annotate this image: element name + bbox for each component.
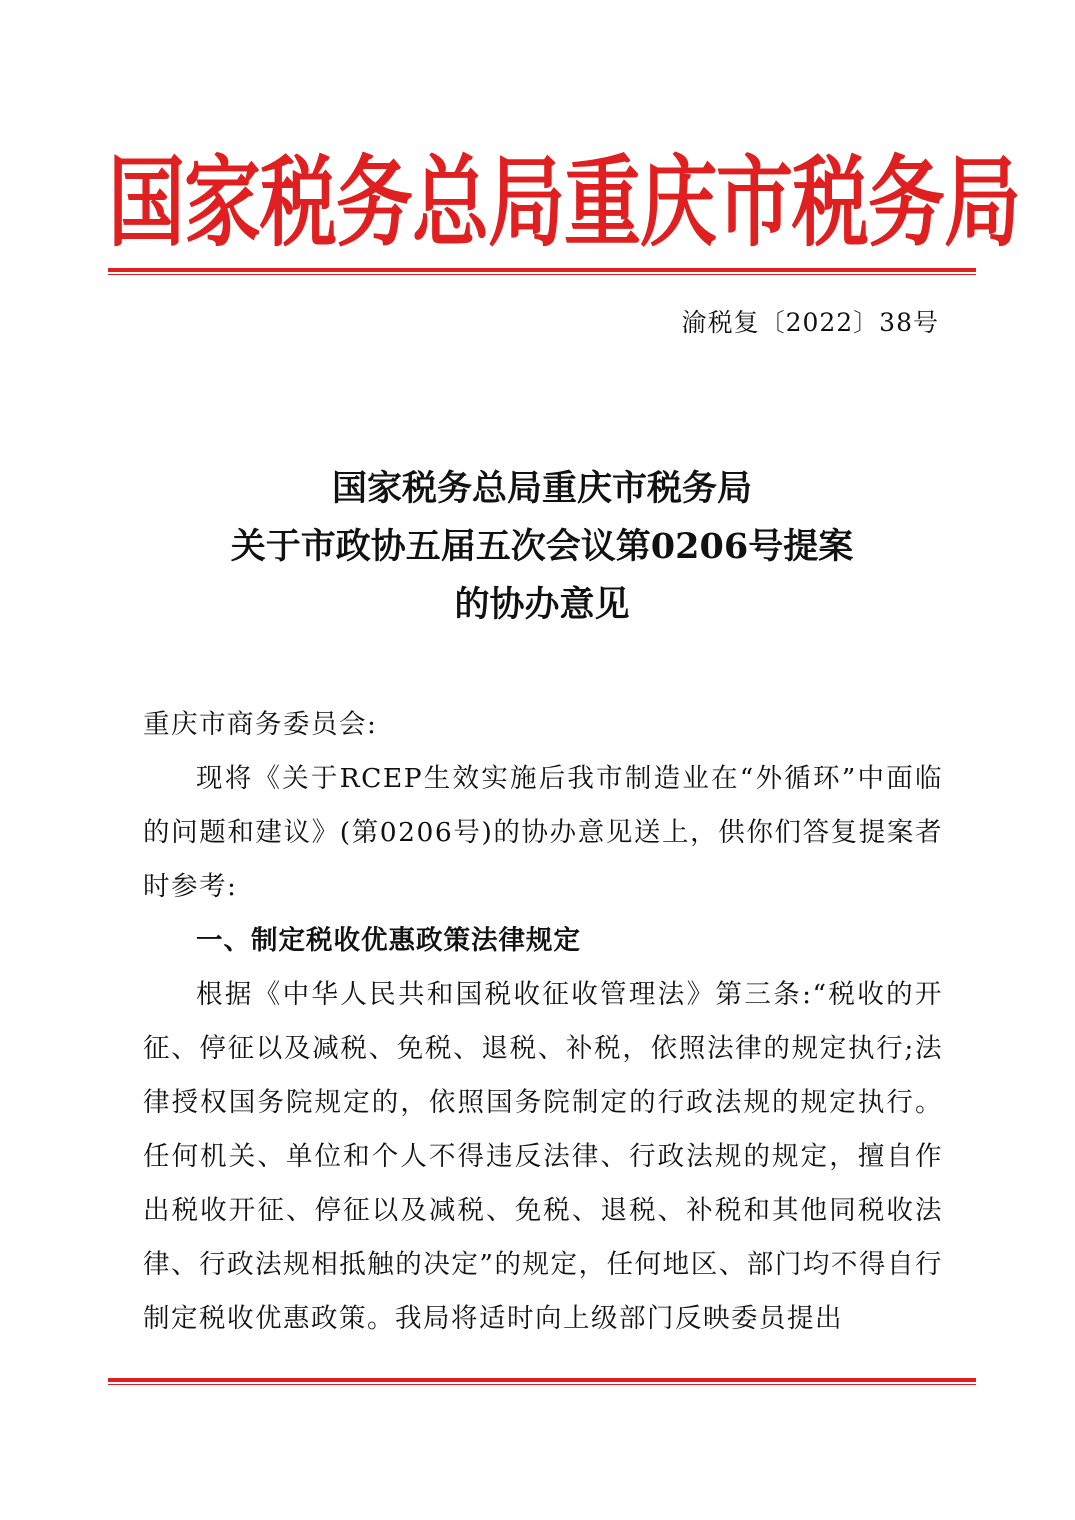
section-1-paragraph: 根据《中华人民共和国税收征收管理法》第三条:“税收的开征、停征以及减税、免税、退税、补税，依照法律的规定执行;法律授权国务院规定的，依照国务院制定的行政法规的规定执行。任何机关、单位和个人不得违反法律、行政法规的规定，擅自作出税收开征、停征以及减税、免税、退税、补税和其他同税收法律、行政法规相抵触的决定”的规定，任何地区、部门均不得自行制定税收优惠政策。我局将适时向上级部门反映委员提出 [143,979,943,1334]
document-title [108,460,976,634]
document-body [143,698,943,1346]
title-line-2: 关于市政协五届五次会议第0206号提案 [230,526,854,567]
salutation: 重庆市商务委员会: [143,709,378,740]
title-line-1: 国家税务总局重庆市税务局 [331,468,752,509]
footer-red-rule [108,1378,976,1385]
intro-paragraph: 现将《关于RCEP生效实施后我市制造业在“外循环”中面临的问题和建议》(第0206号)的协办意见送上，供你们答复提案者时参考: [143,763,943,902]
document-number: 渝税复〔2022〕38号 [681,308,939,337]
header-red-rule [108,268,976,275]
title-line-3: 的协办意见 [454,584,630,625]
section-1-heading: 一、制定税收优惠政策法律规定 [196,925,581,956]
agency-masthead: 国家税务总局重庆市税务局 [108,145,1020,261]
